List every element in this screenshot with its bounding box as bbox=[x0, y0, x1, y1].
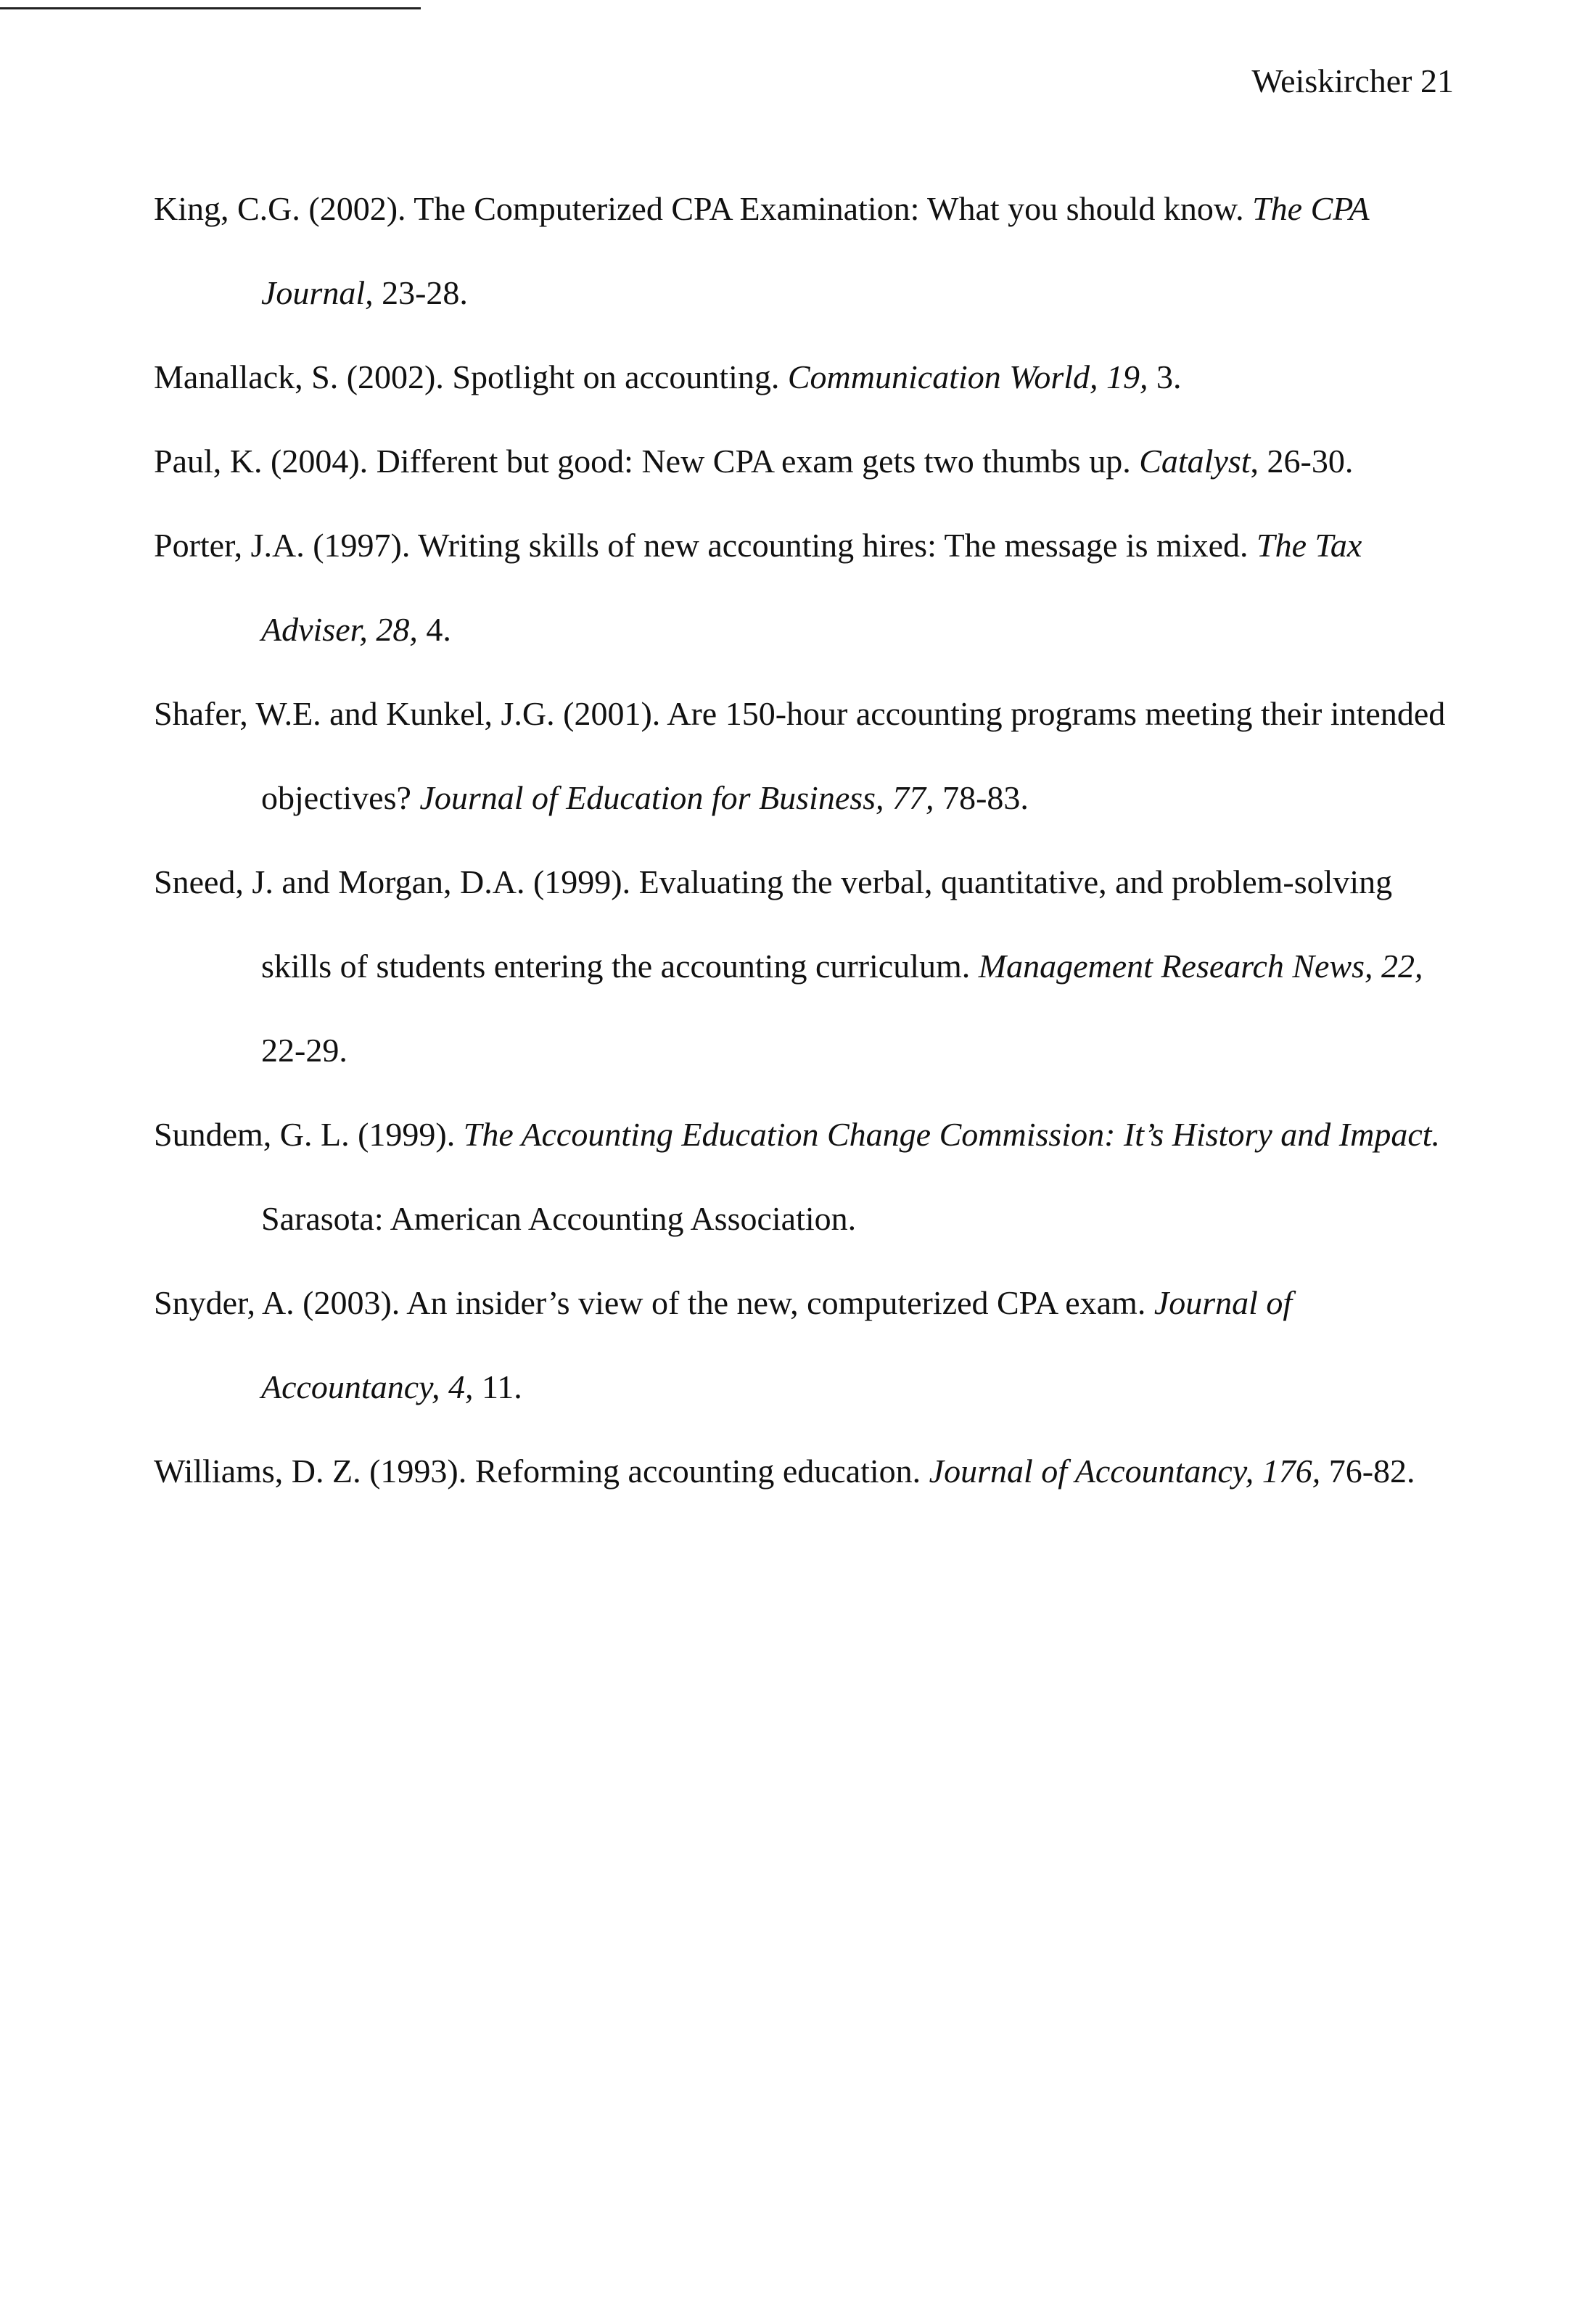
reference-source: Management Research News, 22, bbox=[978, 948, 1423, 985]
reference-title: Are 150-hour accounting programs meeting their intended objectives? bbox=[261, 695, 1446, 816]
reference-pages: 78-83. bbox=[934, 779, 1029, 816]
reference-source: The CPA Journal, bbox=[261, 190, 1369, 311]
reference-pages: , 26-30. bbox=[1250, 443, 1354, 480]
reference-author-year: Manallack, S. (2002). bbox=[154, 358, 453, 395]
reference-entry bbox=[154, 840, 1460, 1093]
reference-pages: 11. bbox=[473, 1368, 522, 1405]
reference-entry bbox=[154, 335, 1460, 419]
reference-entry bbox=[154, 419, 1460, 504]
reference-author-year: Snyder, A. (2003). bbox=[154, 1284, 407, 1321]
reference-title: Reforming accounting education. bbox=[474, 1453, 929, 1490]
reference-title: Evaluating the verbal, quantitative, and problem-solving skills of students entering the accounting curriculum. bbox=[261, 863, 1393, 985]
reference-entry bbox=[154, 672, 1460, 840]
reference-author-year: King, C.G. (2002). bbox=[154, 190, 414, 227]
reference-pages: 3. bbox=[1148, 358, 1182, 395]
reference-source: The Tax Adviser, 28, bbox=[261, 527, 1362, 648]
reference-title: The Accounting Education Change Commission: It’s History and Impact. bbox=[463, 1116, 1441, 1153]
reference-author-year: Sneed, J. and Morgan, D.A. (1999). bbox=[154, 863, 639, 900]
reference-title: Writing skills of new accounting hires: The message is mixed. bbox=[418, 527, 1257, 564]
reference-title: The Computerized CPA Examination: What you should know. bbox=[414, 190, 1253, 227]
reference-entry bbox=[154, 1261, 1460, 1429]
reference-author-year: Williams, D. Z. (1993). bbox=[154, 1453, 475, 1490]
reference-entry bbox=[154, 504, 1460, 672]
reference-list bbox=[154, 167, 1460, 1513]
reference-title: Different but good: New CPA exam gets two thumbs up. bbox=[376, 443, 1140, 480]
top-rule bbox=[0, 7, 421, 9]
reference-source: Catalyst bbox=[1139, 443, 1251, 480]
reference-entry bbox=[154, 1093, 1460, 1261]
reference-source: Communication World, 19, bbox=[787, 358, 1148, 395]
reference-pages: 76-82. bbox=[1320, 1453, 1415, 1490]
reference-source: Journal of Accountancy, 176, bbox=[929, 1453, 1321, 1490]
reference-source: Journal of Accountancy, 4, bbox=[261, 1284, 1293, 1405]
reference-title: An insider’s view of the new, computerized CPA exam. bbox=[406, 1284, 1154, 1321]
reference-source: Journal of Education for Business, 77, bbox=[419, 779, 934, 816]
reference-entry bbox=[154, 167, 1460, 335]
reference-pages: 22-29. bbox=[261, 1032, 347, 1069]
reference-author-year: Porter, J.A. (1997). bbox=[154, 527, 419, 564]
reference-publisher: Sarasota: American Accounting Association. bbox=[261, 1200, 857, 1237]
reference-pages: 4. bbox=[417, 611, 451, 648]
reference-title: Spotlight on accounting. bbox=[452, 358, 788, 395]
reference-author-year: Sundem, G. L. (1999). bbox=[154, 1116, 464, 1153]
reference-author-year: Shafer, W.E. and Kunkel, J.G. (2001). bbox=[154, 695, 667, 732]
reference-author-year: Paul, K. (2004). bbox=[154, 443, 377, 480]
running-head: Weiskircher 21 bbox=[1251, 62, 1454, 99]
reference-pages: 23-28. bbox=[373, 274, 468, 311]
reference-entry bbox=[154, 1429, 1460, 1513]
